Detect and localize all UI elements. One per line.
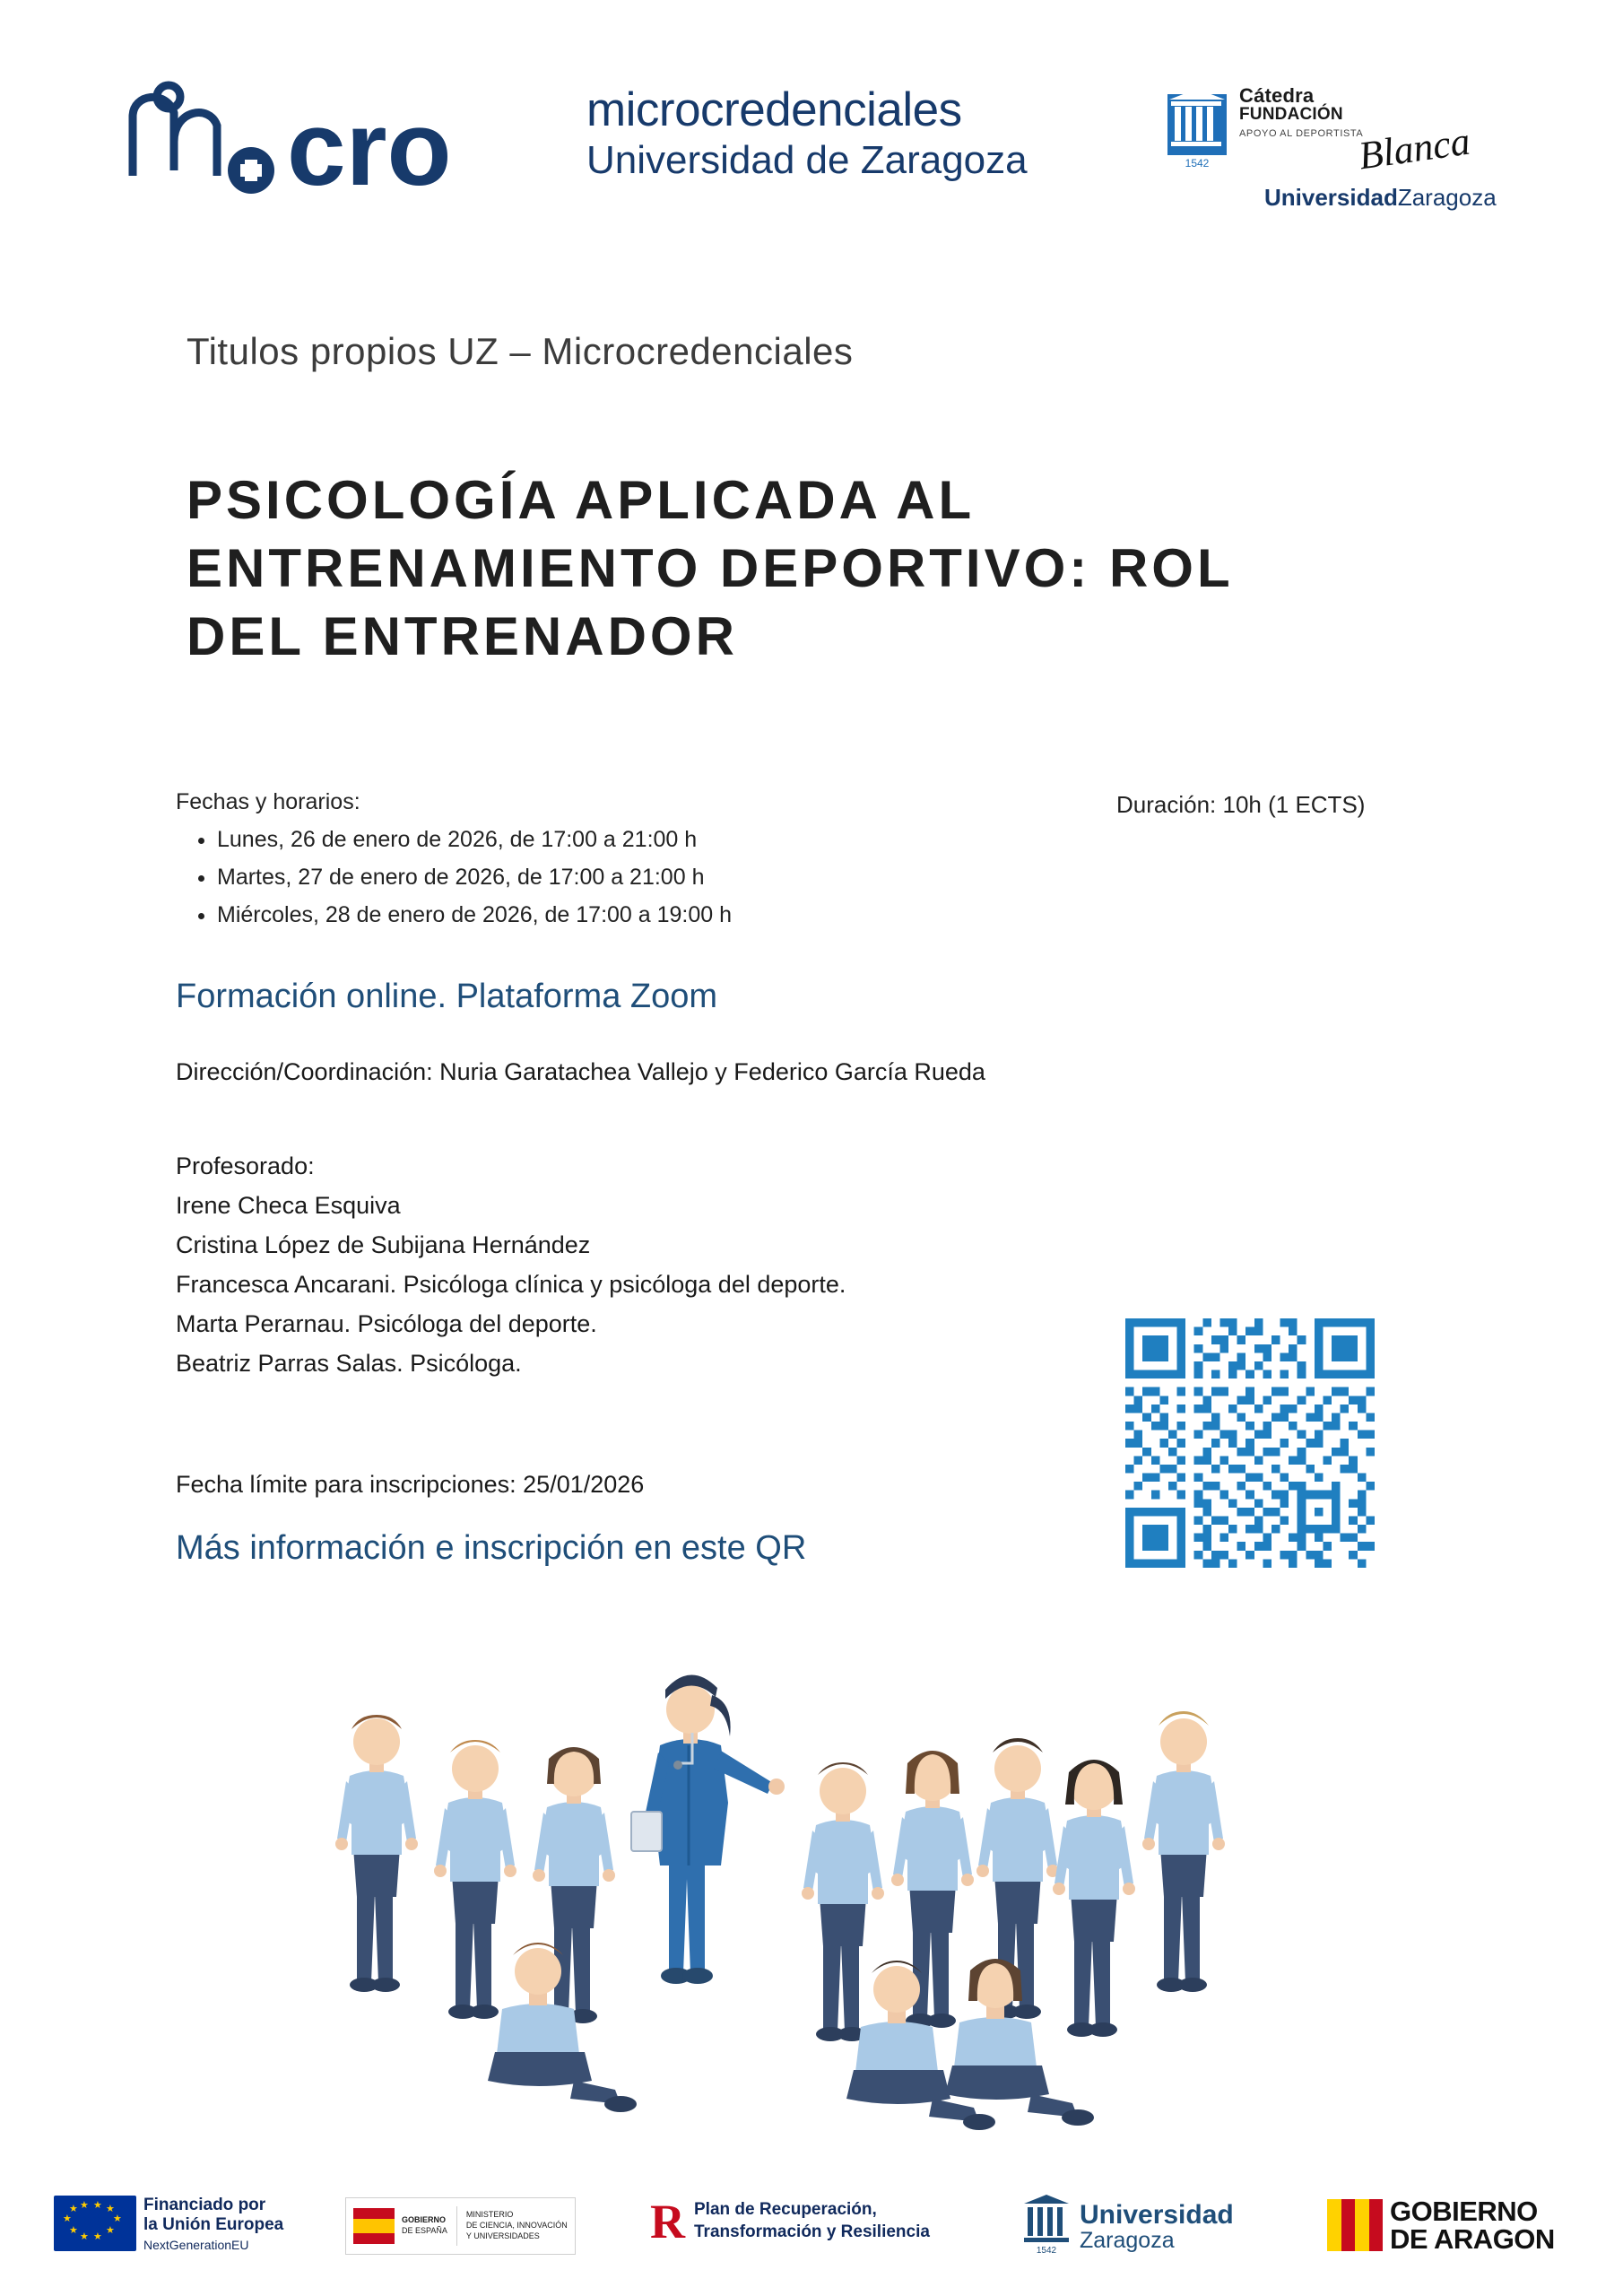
aragon-flag-icon: [1327, 2199, 1383, 2251]
prtr-mark-icon: R: [650, 2195, 685, 2248]
aragon-line-2: DE ARAGON: [1390, 2223, 1555, 2255]
schedule-list: [176, 821, 732, 934]
prtr-logo: [650, 2197, 930, 2246]
unizar-logo: [1022, 2192, 1234, 2261]
svg-text:1542: 1542: [1185, 157, 1210, 170]
staff-member: Irene Checa Esquiva: [176, 1192, 401, 1219]
university-seal-icon: [1022, 2192, 1071, 2261]
logo-line-1: microcredenciales: [586, 83, 962, 136]
svg-text:1542: 1542: [1036, 2246, 1057, 2256]
gob-line-1: GOBIERNO: [402, 2215, 447, 2225]
duration-text: Duración: 10h (1 ECTS): [1116, 791, 1366, 818]
catedra-line-1: Cátedra: [1239, 84, 1315, 107]
catedra-line-2: FUNDACIÓN: [1239, 105, 1343, 125]
university-seal-icon: [1166, 85, 1228, 175]
eu-line-1: Financiado por: [143, 2196, 266, 2214]
catedra-university-bold: Universidad: [1264, 184, 1398, 211]
eu-line-2: la Unión Europea: [143, 2214, 284, 2234]
coordination-text: Dirección/Coordinación: Nuria Garatachea Vallejo y Federico García Rueda: [176, 1058, 985, 1085]
catedra-university-light: Zaragoza: [1397, 184, 1497, 211]
catedra-signature: Blanca: [1356, 118, 1473, 178]
gob-line-3: MINISTERIO: [465, 2210, 514, 2220]
catedra-logo: [1166, 85, 1363, 175]
list-item: • Lunes, 26 de enero de 2026, de 17:00 a 21:00 h: [217, 821, 732, 858]
poster-header: [0, 0, 1623, 211]
staff-member: Cristina López de Subijana Hernández: [176, 1231, 591, 1258]
prtr-line-1: Plan de Recuperación,: [694, 2200, 877, 2220]
gob-line-2: DE ESPAÑA: [402, 2226, 447, 2235]
eu-line-3: NextGenerationEU: [143, 2237, 249, 2252]
page-title: PSICOLOGÍA APLICADA AL ENTRENAMIENTO DEPORTIVO: ROL DEL ENTRENADOR: [187, 470, 1233, 667]
staff-block: [176, 1146, 846, 1383]
svg-text:cro: cro: [287, 90, 452, 196]
coach-and-team-illustration: [269, 1605, 1372, 2135]
schedule-label: Fechas y horarios:: [176, 789, 360, 814]
eu-flag-icon: ★ ★ ★ ★ ★ ★ ★ ★ ★ ★: [54, 2196, 136, 2251]
prtr-line-2: Transformación y Resiliencia: [694, 2222, 930, 2241]
aragon-line-1: GOBIERNO: [1390, 2196, 1538, 2227]
eu-funding-logo: [54, 2196, 283, 2252]
footer-logos: [0, 2179, 1623, 2287]
deadline-text: Fecha límite para inscripciones: 25/01/2026: [176, 1471, 645, 1498]
staff-member: Francesca Ancarani. Psicóloga clínica y psicóloga del deporte.: [176, 1271, 846, 1298]
unizar-line-1: Universidad: [1080, 2199, 1234, 2230]
catedra-university-label: [1264, 184, 1497, 212]
gobierno-espana-logo: [345, 2197, 576, 2255]
staff-label: Profesorado:: [176, 1152, 315, 1179]
staff-member: Beatriz Parras Salas. Psicóloga.: [176, 1350, 522, 1377]
mcro-logo-icon: [117, 70, 574, 196]
modality-text: Formación online. Plataforma Zoom: [176, 978, 718, 1015]
spain-flag-icon: [353, 2205, 395, 2247]
staff-member: Marta Perarnau. Psicóloga del deporte.: [176, 1310, 597, 1337]
gob-line-4: DE CIENCIA, INNOVACIÓN: [465, 2221, 568, 2231]
gobierno-aragon-logo: [1327, 2197, 1555, 2253]
catedra-line-3: APOYO AL DEPORTISTA: [1239, 128, 1364, 140]
unizar-line-2: Zaragoza: [1080, 2228, 1175, 2254]
kicker-text: Titulos propios UZ – Microcredenciales: [187, 330, 854, 372]
gob-line-5: Y UNIVERSIDADES: [465, 2231, 540, 2240]
list-item: • Martes, 27 de enero de 2026, de 17:00 a 21:00 h: [217, 858, 732, 896]
qr-call-to-action: Más información e inscripción en este QR: [176, 1529, 807, 1567]
list-item: • Miércoles, 28 de enero de 2026, de 17:00 a 19:00 h: [217, 896, 732, 934]
qr-code[interactable]: [1125, 1318, 1375, 1568]
mcro-logo: [117, 70, 1028, 196]
logo-line-2: Universidad de Zaragoza: [586, 137, 1028, 182]
